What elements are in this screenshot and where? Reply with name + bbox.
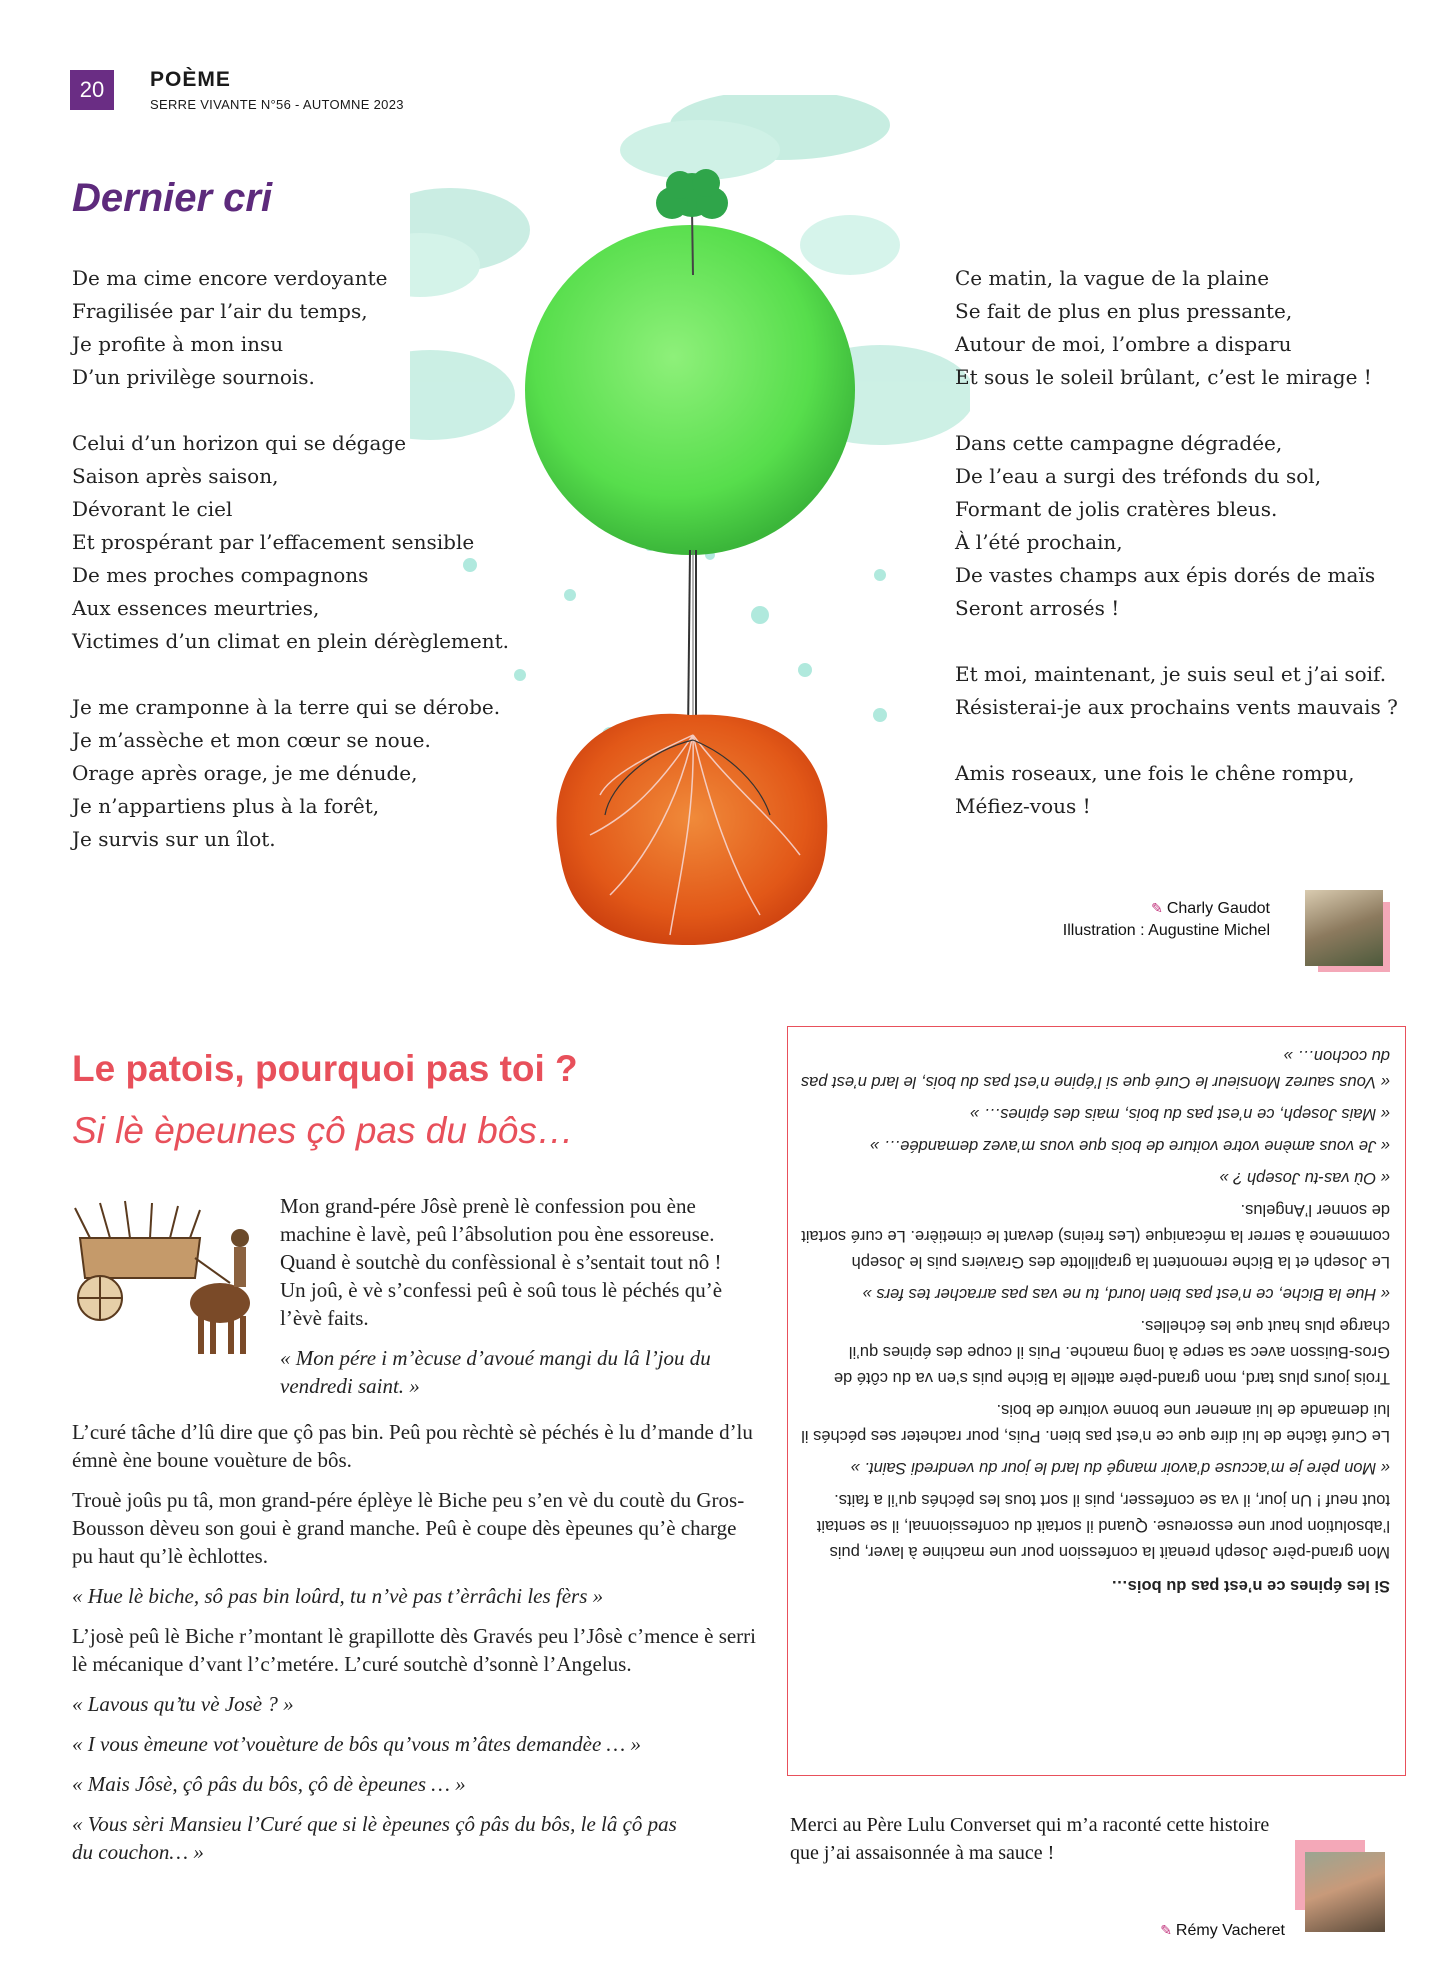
poem-right-column: [955, 262, 1398, 823]
translation-quote: « Où vas-tu Joseph ? »: [1219, 1169, 1390, 1187]
patois-paragraph: L’curé tâche d’lû dire que çô pas bin. Peû pou rèchtè sè péchés è lu d’mande d’lu émnè ène boune vouèture de bôs.: [72, 1420, 753, 1472]
poem-credits: [960, 900, 1270, 940]
green-globe: [525, 225, 855, 555]
patois-paragraph: Mon grand-pére Jôsè prenè lè confession pou ène machine è lavè, peû l’âbsolution pou ène essoreuse. Quand è soutchè du confèssional è s’sentait tout nô ! Un joû, è vè s’confessi peû è soû tous lè péchés qu’è l’èvè faits.: [280, 1194, 723, 1330]
poem-line: Saison après saison,: [72, 464, 279, 488]
poem-line: Ce matin, la vague de la plaine: [955, 266, 1270, 290]
patois-credit: [1100, 1922, 1285, 1940]
water-drops: [463, 539, 887, 743]
poem-line: Autour de moi, l’ombre a disparu: [955, 332, 1292, 356]
patois-paragraph: L’josè peû lè Biche r’montant lè grapillotte dès Gravés peu l’Jôsè c’mence è serri lè mécanique d’vant l’c’metére. L’curé soutchè d’sonnè l’Angelus.: [72, 1624, 757, 1676]
poem-line: Et sous le soleil brûlant, c’est le mirage !: [955, 365, 1372, 389]
poem-line: De mes proches compagnons: [72, 563, 369, 587]
poem-line: De ma cime encore verdoyante: [72, 266, 388, 290]
patois-quote: « I vous èmeune vot’vouèture de bôs qu’vous m’âtes demandèe … »: [72, 1732, 641, 1756]
poem-line: Seront arrosés !: [955, 596, 1120, 620]
poem-line: Se fait de plus en plus pressante,: [955, 299, 1293, 323]
poem-line: Celui d’un horizon qui se dégage: [72, 431, 407, 455]
patois-subheading: Si lè èpeunes çô pas du bôs…: [72, 1110, 574, 1151]
patois-quote: « Mais Jôsè, çô pâs du bôs, çô dè èpeunes … »: [72, 1772, 466, 1796]
patois-intro: [280, 1192, 750, 1412]
translation-paragraph: Mon grand-père Joseph prenait la confession pour une machine à laver, puis l’absolution pour une essoreuse. Quand il sortait du confessionnal, il se sentait tout neuf ! Un jour, il va se confesser, puis il sort tous les péchés qu’il a faits.: [816, 1491, 1390, 1561]
poem-left-column: [72, 262, 509, 856]
poem-line: D’un privilège sournois.: [72, 365, 315, 389]
poem-line: Fragilisée par l’air du temps,: [72, 299, 368, 323]
poem-line: Amis roseaux, une fois le chêne rompu,: [955, 761, 1355, 785]
patois-quote: « Hue lè biche, sô pas bin loûrd, tu n’vè pas t’èrrâchi les fèrs »: [72, 1584, 604, 1608]
poem-line: À l’été prochain,: [955, 530, 1123, 554]
section-label: POÈME: [150, 68, 231, 91]
poem-line: Résisterai-je aux prochains vents mauvais ?: [955, 695, 1398, 719]
poem-title: Dernier cri: [72, 176, 273, 220]
issue-label: SERRE VIVANTE N°56 - AUTOMNE 2023: [150, 97, 404, 112]
poem-line: Dévorant le ciel: [72, 497, 233, 521]
translation-quote: « Mais Joseph, ce n’est pas du bois, mais des épines… »: [969, 1105, 1390, 1123]
ox-cart-illustration: [70, 1198, 260, 1363]
stanza: [955, 427, 1398, 625]
patois-author: Rémy Vacheret: [1175, 1922, 1285, 1939]
translation-paragraph: Trois jours plus tard, mon grand-père attelle la Biche puis s’en va du côté de Gros-Buisson avec sa serpe à long manche. Puis il coupe des épines qu’il charge plus haut que les échelles.: [833, 1317, 1390, 1387]
author-photo: [1305, 890, 1383, 966]
poem-line: Orage après orage, je me dénude,: [72, 761, 418, 785]
poem-line: Je n’appartiens plus à la forêt,: [72, 794, 380, 818]
patois-paragraph: Trouè joûs pu tâ, mon grand-pére éplèye lè Biche peu s’en vè du coutè du Gros-Bousson dèveu son goui è grand manche. Peû è coupe dès èpeunes qu’è charge pu haut qu’lè èchlottes.: [72, 1488, 745, 1568]
poem-line: Je me cramponne à la terre qui se dérobe.: [72, 695, 501, 719]
patois-quote: « Vous sèri Mansieu l’Curé que si lè èpeunes çô pâs du bôs, le lâ çô pas du couchon… »: [72, 1812, 677, 1864]
poem-line: Aux essences meurtries,: [72, 596, 320, 620]
poem-line: Dans cette campagne dégradée,: [955, 431, 1283, 455]
poem-line: De l’eau a surgi des tréfonds du sol,: [955, 464, 1322, 488]
poem-author: Charly Gaudot: [1166, 900, 1270, 917]
pen-icon: ✎: [1160, 1922, 1172, 1938]
stanza: [72, 262, 509, 394]
translation-quote: « Hue la Biche, ce n’est pas bien lourd, tu ne vas pas arracher tes fers »: [862, 1285, 1390, 1303]
patois-body: [72, 1418, 762, 1878]
translation-paragraph: Le Joseph et la Biche remontent la grapillotte des Graviers puis le Joseph commence à serrer la mécanique (Les freins) devant le cimetière. Le curé sortait de sonner l’Angelus.: [801, 1201, 1390, 1271]
stanza: [72, 691, 509, 856]
poem-line: Je profite à mon insu: [72, 332, 284, 356]
patois-heading: Le patois, pourquoi pas toi ?: [72, 1048, 578, 1089]
translation-text: [800, 1037, 1390, 1599]
translation-title: Si les épines ce n’est pas du bois…: [1111, 1577, 1390, 1595]
poem-line: Je m’assèche et mon cœur se noue.: [72, 728, 431, 752]
stanza: [72, 427, 509, 658]
poem-line: De vastes champs aux épis dorés de maïs: [955, 563, 1376, 587]
page-number: 20: [70, 70, 114, 110]
thanks-note: Merci au Père Lulu Converset qui m’a raconté cette histoire que j’ai assaisonnée à ma sauce !: [790, 1814, 1270, 1864]
author-photo: [1305, 1852, 1385, 1932]
translation-paragraph: Le Curé tâche de lui dire que ce n’est pas bien. Puis, pour racheter ses péchés il lui demande de lui amener une bonne voiture de bois.: [801, 1401, 1390, 1445]
translation-quote: « Mon père je m’accuse d’avoir mangé du lard le jour du vendredi Saint. »: [850, 1459, 1390, 1477]
translation-quote: « Vous saurez Monsieur le Curé que si l’épine n’est pas du bois, le lard n’est pas du cochon… »: [800, 1047, 1390, 1091]
stanza: [955, 262, 1398, 394]
stanza: [955, 658, 1398, 724]
translation-box: [787, 1026, 1406, 1776]
orange-globe: [557, 714, 828, 945]
pen-icon: ✎: [1151, 900, 1163, 916]
translation-quote: « Je vous amène votre voiture de bois que vous m’avez demandée… »: [869, 1137, 1390, 1155]
poem-line: Je survis sur un îlot.: [72, 827, 276, 851]
poem-line: Victimes d’un climat en plein dérèglement.: [72, 629, 509, 653]
illustration-credit: Illustration : Augustine Michel: [1062, 922, 1270, 939]
poem-line: Et prospérant par l’effacement sensible: [72, 530, 475, 554]
patois-quote: « Lavous qu’tu vè Josè ? »: [72, 1692, 294, 1716]
stanza: [955, 757, 1398, 823]
poem-line: Méfiez-vous !: [955, 794, 1091, 818]
patois-quote: « Mon pére i m’ècuse d’avoué mangi du lâ l’jou du vendredi saint. »: [280, 1346, 711, 1398]
poem-line: Et moi, maintenant, je suis seul et j’ai soif.: [955, 662, 1387, 686]
poem-line: Formant de jolis cratères bleus.: [955, 497, 1278, 521]
